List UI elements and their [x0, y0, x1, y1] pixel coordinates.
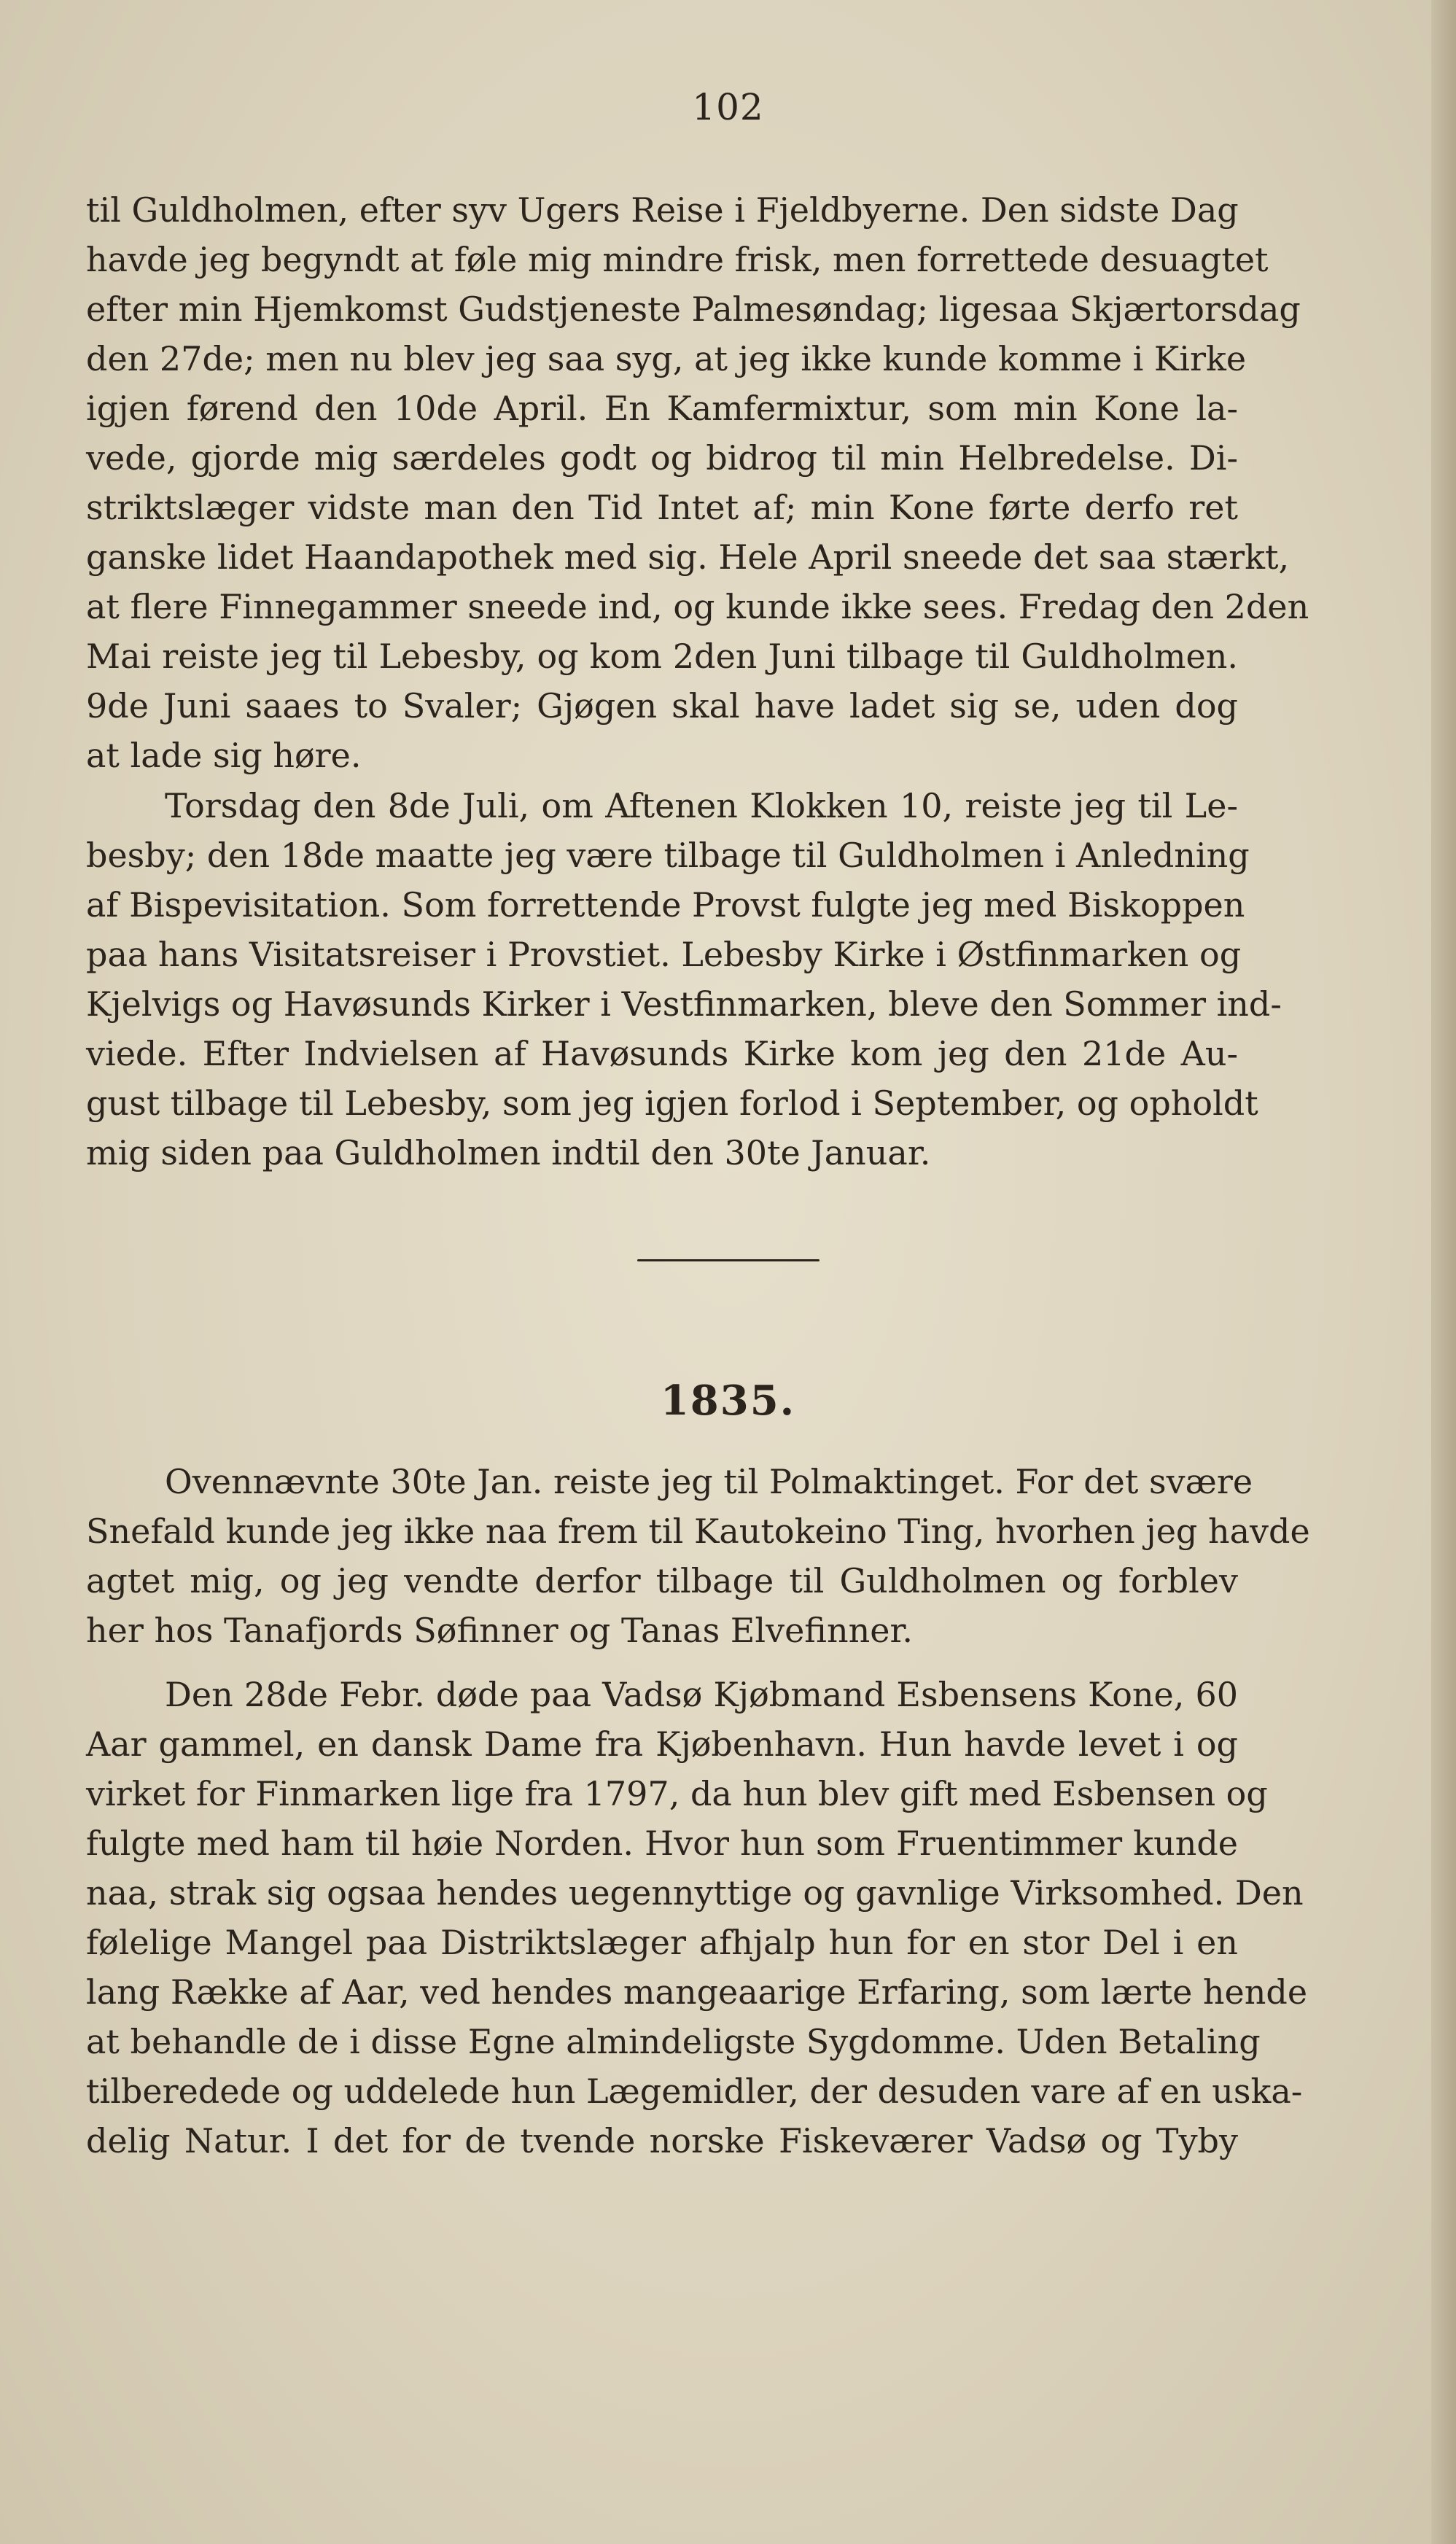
text-line: delig Natur. I det for de tvende norske Fiskeværer Vadsø og Tyby	[86, 2121, 1238, 2160]
text-line: tilberedede og uddelede hun Lægemidler, der desuden vare af en uska-	[86, 2072, 1303, 2111]
page-gutter-shadow	[1431, 0, 1456, 2544]
text-line: af Bispevisitation. Som forrettende Provst fulgte jeg med Biskoppen	[86, 885, 1245, 925]
text-line: havde jeg begyndt at føle mig mindre frisk, men forrettede desuagtet	[86, 240, 1269, 279]
text-line: følelige Mangel paa Distriktslæger afhjalp hun for en stor Del i en	[86, 1923, 1238, 1962]
page-number: 102	[692, 86, 764, 128]
text-line: naa, strak sig ogsaa hendes uegennyttige og gavnlige Virksomhed. Den	[86, 1873, 1304, 1913]
text-line: til Guldholmen, efter syv Ugers Reise i Fjeldbyerne. Den sidste Dag	[86, 190, 1239, 230]
text-line: Kjelvigs og Havøsunds Kirker i Vestfinmarken, bleve den Sommer ind-	[86, 984, 1282, 1024]
text-line: 9de Juni saaes to Svaler; Gjøgen skal have ladet sig se, uden dog	[86, 686, 1238, 726]
paragraph-2	[86, 781, 1282, 1178]
text-line: agtet mig, og jeg vendte derfor tilbage til Guldholmen og forblev	[86, 1561, 1238, 1600]
text-line: Snefald kunde jeg ikke naa frem til Kautokeino Ting, hvorhen jeg havde	[86, 1512, 1310, 1551]
text-line: ganske lidet Haandapothek med sig. Hele April sneede det saa stærkt,	[86, 537, 1290, 577]
text-line: Aar gammel, en dansk Dame fra Kjøbenhavn. Hun havde levet i og	[86, 1724, 1238, 1764]
paragraph-4	[86, 1670, 1308, 2166]
text-line: her hos Tanafjords Søfinner og Tanas Elvefinner.	[86, 1611, 914, 1650]
text-line: paa hans Visitatsreiser i Provstiet. Lebesby Kirke i Østfinmarken og	[86, 935, 1242, 974]
text-line: besby; den 18de maatte jeg være tilbage til Guldholmen i Anledning	[86, 836, 1250, 875]
text-line: virket for Finmarken lige fra 1797, da hun blev gift med Esbensen og	[86, 1774, 1268, 1813]
section-divider	[0, 1259, 1456, 1261]
text-line: Torsdag den 8de Juli, om Aftenen Klokken 10, reiste jeg til Le-	[165, 786, 1238, 825]
divider-line	[637, 1259, 820, 1261]
year-heading: 1835.	[660, 1377, 796, 1425]
text-line: viede. Efter Indvielsen af Havøsunds Kirke kom jeg den 21de Au-	[86, 1034, 1238, 1073]
text-line: mig siden paa Guldholmen indtil den 30te Januar.	[86, 1133, 931, 1172]
paragraph-3	[86, 1457, 1310, 1655]
text-line: fulgte med ham til høie Norden. Hvor hun som Fruentimmer kunde	[86, 1824, 1238, 1863]
text-line: Ovennævnte 30te Jan. reiste jeg til Polmaktinget. For det svære	[165, 1462, 1253, 1501]
text-line: lang Række af Aar, ved hendes mangeaarige Erfaring, som lærte hende	[86, 1972, 1308, 2012]
text-line: Den 28de Febr. døde paa Vadsø Kjøbmand Esbensens Kone, 60	[165, 1675, 1238, 1714]
text-line: at behandle de i disse Egne almindeligste Sygdomme. Uden Betaling	[86, 2022, 1261, 2061]
text-line: gust tilbage til Lebesby, som jeg igjen forlod i September, og opholdt	[86, 1084, 1258, 1123]
text-line: den 27de; men nu blev jeg saa syg, at jeg ikke kunde komme i Kirke	[86, 339, 1247, 378]
paragraph-1	[86, 185, 1309, 780]
text-line: at flere Finnegammer sneede ind, og kunde ikke sees. Fredag den 2den	[86, 587, 1309, 626]
text-line: igjen førend den 10de April. En Kamfermixtur, som min Kone la-	[86, 389, 1238, 428]
text-line: efter min Hjemkomst Gudstjeneste Palmesøndag; ligesaa Skjærtorsdag	[86, 289, 1301, 329]
text-line: vede, gjorde mig særdeles godt og bidrog til min Helbredelse. Di-	[86, 438, 1238, 478]
text-line: at lade sig høre.	[86, 736, 362, 775]
text-line: Mai reiste jeg til Lebesby, og kom 2den Juni tilbage til Guldholmen.	[86, 637, 1238, 676]
text-line: striktslæger vidste man den Tid Intet af; min Kone førte derfo ret	[86, 488, 1238, 527]
